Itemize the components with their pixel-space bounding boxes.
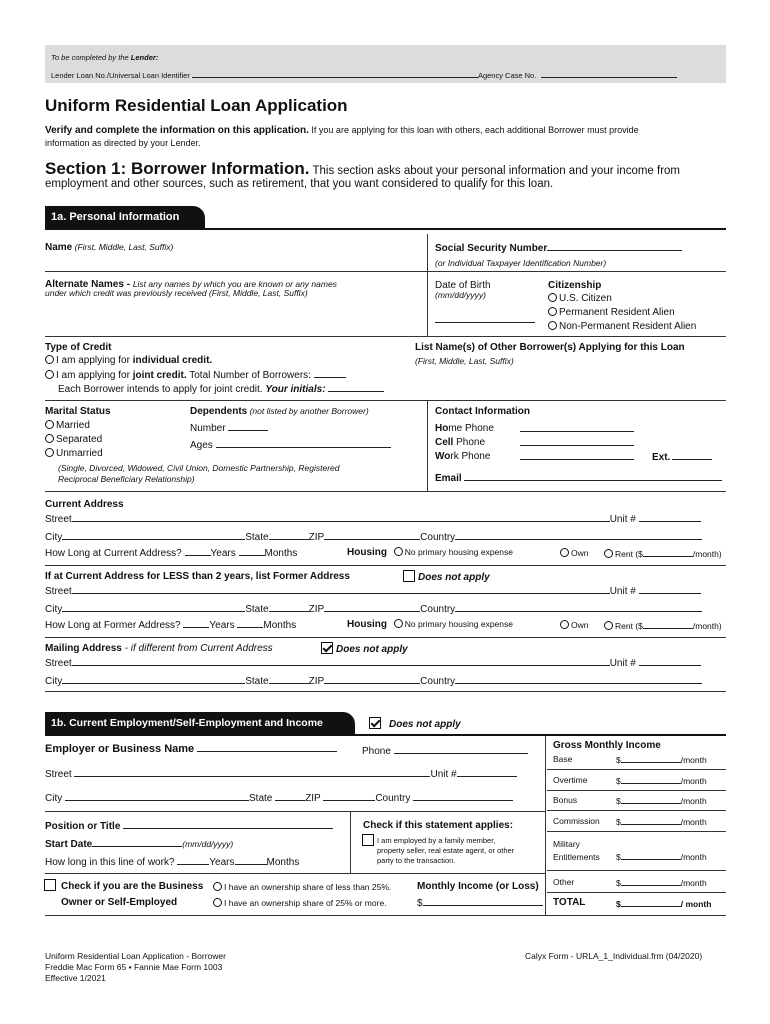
business-owner-checkbox[interactable] [44,879,59,892]
business-owner-label-1: Check if you are the Business [61,881,204,892]
other-borrowers-label: List Name(s) of Other Borrower(s) Applying for this Loan [415,342,685,353]
footer-calyx-form: Calyx Form - URLA_1_Individual.frm (04/2020) [525,951,703,961]
mailing-street-field[interactable] [72,657,610,666]
former-street-row: Street Unit # [45,585,701,597]
employer-phone-row: Phone [362,745,528,757]
current-state-field[interactable] [269,531,309,540]
family-member-statement: I am employed by a family member, property seller, real estate agent, or other party to the transaction. [377,836,515,865]
section-rule [45,228,726,230]
divider [547,790,726,791]
check-statement-label: Check if this statement applies: [363,820,514,831]
former-does-not-apply-checkbox[interactable]: Does not apply [403,570,490,583]
lender-loan-no-label: Lender Loan No./Universal Loan Identifier [51,71,190,80]
citizenship-permanent-radio[interactable]: Permanent Resident Alien [548,307,675,318]
family-member-checkbox[interactable] [362,834,377,847]
alternate-names-label: Alternate Names - List any names by which you are known or any names under which credit was previously received (First, Middle, Last, Suffix) [45,279,337,298]
email-field[interactable] [464,472,722,481]
work-phone-label: Work Phone [435,451,491,462]
current-city-field[interactable] [62,531,245,540]
divider [547,831,726,832]
current-months-field[interactable] [239,547,265,556]
monthly-income-row: $ [417,897,543,909]
cell-phone-field[interactable] [520,437,634,449]
share-less-radio[interactable]: I have an ownership share of less than 25%. [213,882,391,892]
current-housing-row: Housing No primary housing expense [347,547,513,558]
current-rent-field[interactable] [643,548,693,557]
employer-phone-field[interactable] [394,745,528,754]
monthly-income-field[interactable] [423,897,543,906]
former-how-long-row: How Long at Former Address? Years Months [45,620,297,631]
dependents-ages-field[interactable] [216,439,391,448]
income-total-label: TOTAL [553,897,586,908]
ssn-hint: (or Individual Taxpayer Identification Number) [435,258,607,268]
employer-street-row: Street Unit # [45,768,517,780]
agency-case-label: Agency Case No. [477,71,537,80]
divider [547,810,726,811]
citizenship-label: Citizenship [548,280,602,291]
income-military-field[interactable]: $ /month [616,852,707,862]
footer-form-info: Uniform Residential Loan Application - Borrower Freddie Mac Form 65 ▪ Fannie Mae Form 1003 Effective 1/2021 [45,951,226,983]
mailing-address-label: Mailing Address - if different from Current Address [45,643,273,654]
mailing-zip-field[interactable] [324,675,420,684]
lender-info-box [45,45,726,83]
start-date-row: Start Date (mm/dd/yyyy) [45,839,234,850]
current-zip-field[interactable] [324,531,420,540]
current-street-row: Street Unit # [45,513,701,525]
ext-field[interactable] [672,451,712,460]
current-no-primary-radio[interactable]: No primary housing expense [394,547,513,558]
start-date-field[interactable] [92,838,182,847]
gross-monthly-income-label: Gross Monthly Income [553,740,661,751]
work-months-field[interactable] [235,856,267,865]
column-divider [427,234,428,336]
divider [45,811,545,812]
divider [427,271,726,272]
position-row: Position or Title [45,820,333,832]
former-state-field[interactable] [269,603,309,612]
page-title: Uniform Residential Loan Application [45,96,348,115]
employer-unit-field[interactable] [457,768,517,777]
initials-field[interactable] [328,383,384,392]
income-bonus-field[interactable]: $ /month [616,796,707,806]
current-street-field[interactable] [72,513,610,522]
former-months-field[interactable] [237,619,263,628]
former-unit-field[interactable] [639,585,701,594]
citizenship-us-radio[interactable]: U.S. Citizen [548,293,612,304]
type-credit-label: Type of Credit [45,342,112,353]
former-no-primary-radio[interactable]: No primary housing expense [394,619,513,630]
mailing-does-not-apply-checkbox[interactable]: Does not apply [321,642,408,655]
former-rent-radio[interactable]: Rent ($ /month) [604,620,722,631]
column-divider [427,400,428,491]
work-phone-field[interactable] [520,451,634,463]
former-housing-row: Housing No primary housing expense [347,619,513,630]
individual-credit-radio[interactable]: I am applying for individual credit. [45,355,212,366]
former-own-radio[interactable]: Own [560,620,588,630]
ext-label: Ext. [652,451,712,463]
ssn-field[interactable] [547,242,682,251]
citizenship-nonpermanent-radio[interactable]: Non-Permanent Resident Alien [548,321,696,332]
income-overtime-label: Overtime [553,775,588,785]
dob-hint: (mm/dd/yyyy) [435,290,486,300]
section-rule [45,734,726,736]
income-commission-field[interactable]: $ /month [616,817,707,827]
home-phone-label: Home Phone [435,423,494,434]
income-base-field[interactable]: $ /month [616,755,707,765]
column-divider [350,811,351,873]
tab-personal-information: 1a. Personal Information [45,206,205,228]
current-years-field[interactable] [185,547,211,556]
current-country-field[interactable] [455,531,702,540]
income-commission-label: Commission [553,816,600,826]
divider [45,915,726,916]
income-bonus-label: Bonus [553,795,578,805]
former-city-row: City State ZIP Country [45,603,702,615]
current-how-long-row: How Long at Current Address? Years Months [45,548,298,559]
marital-hint: (Single, Divorced, Widowed, Civil Union, Domestic Partnership, Registered Reciprocal Beneficiary Relationship) [58,463,340,484]
lender-instruction: To be completed by the Lender: [51,53,159,62]
former-years-field[interactable] [183,619,209,628]
current-own-radio[interactable]: Own [560,548,588,558]
joint-initials: Each Borrower intends to apply for joint credit. Your initials: [58,383,384,395]
mailing-state-field[interactable] [269,675,309,684]
other-borrowers-hint: (First, Middle, Last, Suffix) [415,356,514,366]
former-country-field[interactable] [455,603,702,612]
employment-does-not-apply-checkbox[interactable]: Does not apply [369,717,461,730]
divider [45,400,726,401]
employer-country-field[interactable] [413,792,513,801]
divider [547,892,726,893]
former-rent-field[interactable] [643,620,693,629]
section1-heading: Section 1: Borrower Information. This section asks about your personal information and your income from employment and other sources, such as retirement, that you want considered to qualify for this loan. [45,159,681,190]
current-address-label: Current Address [45,499,124,510]
former-zip-field[interactable] [324,603,420,612]
email-label: Email [435,472,722,484]
name-label: Name (First, Middle, Last, Suffix) [45,242,174,253]
how-long-work-row: How long in this line of work? Years Months [45,857,300,868]
lender-loan-no-field[interactable] [192,69,478,78]
divider [547,870,726,871]
dependents-number-field[interactable] [228,422,268,431]
dependents-number: Number [190,422,268,434]
divider [45,565,726,566]
marital-separated-radio[interactable]: Separated [45,434,102,445]
employer-row: Employer or Business Name [45,743,337,755]
employer-city-row: City State ZIP Country [45,792,513,804]
monthly-income-label: Monthly Income (or Loss) [417,881,539,892]
agency-case-field[interactable] [541,69,677,78]
tab-employment-income: 1b. Current Employment/Self-Employment and Income [45,712,355,734]
dependents-ages: Ages [190,439,391,451]
mailing-unit-field[interactable] [639,657,701,666]
dob-field[interactable] [435,314,535,326]
employer-city-field[interactable] [65,792,249,801]
current-city-row: City State ZIP Country [45,531,702,543]
cell-phone-label: Cell Phone [435,437,486,448]
ssn-label: Social Security Number [435,242,682,254]
work-years-field[interactable] [177,856,209,865]
share-more-radio[interactable]: I have an ownership share of 25% or more. [213,898,387,908]
marital-unmarried-radio[interactable]: Unmarried [45,448,103,459]
mailing-city-row: City State ZIP Country [45,675,702,687]
marital-status-label: Marital Status [45,406,111,417]
divider [45,271,427,272]
mailing-city-field[interactable] [62,675,245,684]
lender-loan-row [51,69,677,80]
home-phone-field[interactable] [520,423,634,435]
former-city-field[interactable] [62,603,245,612]
borrowers-count-field[interactable] [314,369,346,378]
dependents-label: Dependents (not listed by another Borrower) [190,406,369,417]
income-other-label: Other [553,877,575,887]
divider [45,637,726,638]
divider [45,691,726,692]
divider [45,873,545,874]
contact-info-label: Contact Information [435,406,530,417]
divider [547,769,726,770]
mailing-country-field[interactable] [455,675,702,684]
dob-label: Date of Birth [435,280,491,291]
employer-street-field[interactable] [74,768,430,777]
intro-text: Verify and complete the information on this application. If you are applying for this loan with others, each additional Borrower must provide information as directed by your Lender. [45,125,639,148]
former-address-label: If at Current Address for LESS than 2 years, list Former Address [45,571,350,582]
income-total-field[interactable]: $ / month [616,899,712,909]
former-street-field[interactable] [72,585,610,594]
income-other-field[interactable]: $ /month [616,878,707,888]
position-field[interactable] [123,820,333,829]
current-rent-radio[interactable]: Rent ($ /month) [604,548,722,559]
current-unit-field[interactable] [639,513,701,522]
business-owner-label-2: Owner or Self-Employed [61,897,178,908]
divider [45,491,726,492]
income-overtime-field[interactable]: $ /month [616,776,707,786]
employer-state-field[interactable] [275,792,305,801]
employer-name-field[interactable] [197,743,337,752]
joint-credit-radio[interactable]: I am applying for joint credit. Total Number of Borrowers: [45,369,346,381]
marital-married-radio[interactable]: Married [45,420,90,431]
divider [45,336,726,337]
mailing-street-row: Street Unit # [45,657,701,669]
income-military-label: Military Entitlements [553,839,600,862]
column-divider [545,736,546,915]
employer-zip-field[interactable] [323,792,375,801]
income-base-label: Base [553,754,573,764]
